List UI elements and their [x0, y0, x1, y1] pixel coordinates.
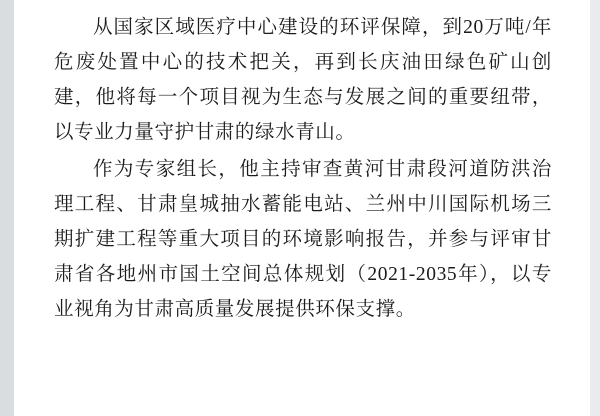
paragraph-2: 作为专家组长，他主持审查黄河甘肃段河道防洪治理工程、甘肃皇城抽水蓄能电站、兰州中川国际机场三期扩建工程等重大项目的环境影响报告，并参与评审甘肃省各地州市国土空间总体规划（2021-2035年），以专业视角为甘肃高质量发展提供环保支撑。: [54, 159, 552, 320]
page-left-margin-rail: [0, 0, 14, 416]
page-right-margin-rail: [590, 0, 600, 416]
document-content: [14, 0, 590, 416]
paragraph-1: 从国家区域医疗中心建设的环评保障，到20万吨/年危废处置中心的技术把关，再到长庆油田绿色矿山创建，他将每一个项目视为生态与发展之间的重要纽带，以专业力量守护甘肃的绿水青山。: [54, 17, 552, 143]
